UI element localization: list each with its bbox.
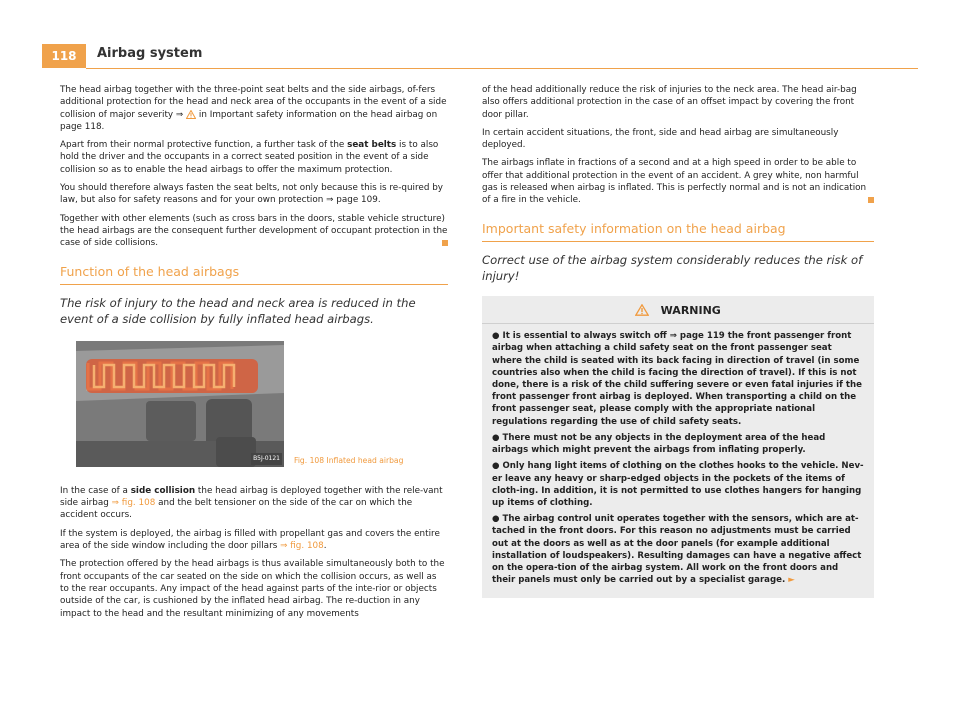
continue-arrow-icon: ►: [788, 575, 795, 586]
warning-item: ● There must not be any objects in the deployment area of the head airbags which might prevent the airbags from inflating properly.: [492, 432, 826, 456]
paragraph: [60, 528, 448, 553]
paragraph: The protection offered by the head airbags is thus available simultaneously both to the front occupants of the car seated on the side on which the collision occurs, as well as to the rear occupants. Any impact of the head against parts of the inte-rior or objects outside of the car, is cushioned by the inflated head airbag. The re-duction in any impact to the head and the resultant minimizing of any movements: [60, 559, 445, 619]
warning-triangle-icon: [186, 110, 196, 119]
right-column: [482, 84, 874, 598]
text: Together with other elements (such as cross bars in the doors, stable vehicle structure) the head airbags are the consequent further development of occupant protection in the case of side collisions.: [60, 213, 448, 249]
left-column: [60, 84, 448, 626]
warning-item: ● It is essential to always switch off ⇒ page 119 the front passenger front airbag when attaching a child safety seat on the front passenger seat where the child is seated with its back facing in direction of travel (in some countries also when the child is facing the direction of travel). If this is not done, there is a risk of the child suffering severe or even fatal injuries if the front passenger front airbag is deployed. When transporting a child on the front passenger seat, please comply with the appropriate national regulations regarding the use of child safety seats.: [492, 331, 862, 427]
figure-link[interactable]: ⇒ fig. 108: [280, 541, 324, 552]
lead-text: The risk of injury to the head and neck area is reduced in the event of a side collision by fully inflated head airbags.: [60, 295, 416, 326]
text: the head airbag is deployed together with the rele-vant side airbag: [60, 485, 443, 509]
warning-title: WARNING: [660, 303, 721, 317]
section-end-marker: [442, 240, 448, 246]
page-number: 118: [42, 44, 86, 68]
paragraph: [60, 84, 448, 133]
heading-rule: [60, 284, 448, 285]
section-title: Airbag system: [97, 46, 203, 61]
figure-code: B5J-0121: [251, 453, 282, 465]
text: and the belt tensioner on the side of the car on which the accident occurs.: [60, 498, 413, 521]
bold-term: side collision: [130, 485, 196, 496]
text: in Important safety information on the head airbag on page 118.: [60, 109, 438, 132]
figure-108: [60, 341, 448, 473]
figure-link[interactable]: ⇒ fig. 108: [111, 498, 156, 509]
lead-text: Correct use of the airbag system considerably reduces the risk of injury!: [482, 252, 863, 283]
warning-box: [482, 296, 874, 598]
text: The head airbag together with the three-point seat belts and the side airbags, of-fers additional protection for the head and neck area of the occupants in the event of a side collision of major severity ⇒: [60, 85, 447, 120]
paragraph: [60, 485, 448, 522]
figure-caption: Fig. 108 Inflated head airbag: [294, 455, 404, 465]
warning-triangle-icon: [635, 304, 649, 316]
text: .: [323, 541, 327, 552]
bold-term: seat belts: [347, 140, 397, 151]
text: Apart from their normal protective function, a further task of the: [60, 140, 348, 151]
heading-function-of-head-airbags: Function of the head airbags: [60, 263, 240, 279]
paragraph: [482, 157, 874, 206]
paragraph: In certain accident situations, the front, side and head airbag are simultaneously deployed.: [482, 127, 839, 151]
warning-item: ● Only hang light items of clothing on the clothes hooks to the vehicle. Nev-er leave any heavy or sharp-edged objects in the pockets of the items of cloth-ing. In addition, it is not permitted to use clothes hangers for hanging up items of clothing.: [492, 461, 864, 508]
text: The airbags inflate in fractions of a second and at a high speed in order to be able to offer that additional protection in the event of an accident. A grey white, non harmful gas is released when airbag is inflated. This is perfectly normal and is not an indication of a fire in the vehicle.: [482, 158, 867, 206]
heading-rule: [482, 241, 874, 242]
header-rule: [86, 68, 918, 69]
paragraph: of the head additionally reduce the risk of injuries to the neck area. The head air-bag also offers additional protection in the case of an offset impact by covering the front door pillar.: [482, 85, 857, 120]
text: is to also hold the driver and the occupants in a correct seated position in the event of a side collision so as to enable the head airbags to offer the maximum protection.: [60, 140, 439, 175]
section-end-marker: [868, 197, 874, 203]
heading-important-safety-information: Important safety information on the head airbag: [482, 220, 786, 236]
text: ● The airbag control unit operates together with the sensors, which are at-tached in the front doors. For this reason no adjustments must be carried out at the doors as well as at the door panels (for example additional installation of loudspeakers). Resulting damages can have a negative affect on the opera-tion of the airbag system. All work on the front doors and their panels must only be carried out by a specialist garage.: [492, 514, 862, 586]
paragraph: [60, 213, 448, 250]
paragraph: [60, 139, 448, 176]
car-interior-illustration: [76, 341, 284, 467]
warning-header: [482, 302, 874, 324]
inflated-head-airbag-image: [76, 341, 284, 467]
warning-item: [492, 513, 864, 586]
text: If the system is deployed, the airbag is filled with propellant gas and covers the entire area of the side window including the door pillars: [60, 528, 440, 552]
paragraph: You should therefore always fasten the seat belts, not only because this is re-quired by law, but also for safety reasons and for your own protection ⇒ page 109.: [60, 183, 444, 206]
text: In the case of a: [60, 485, 131, 496]
